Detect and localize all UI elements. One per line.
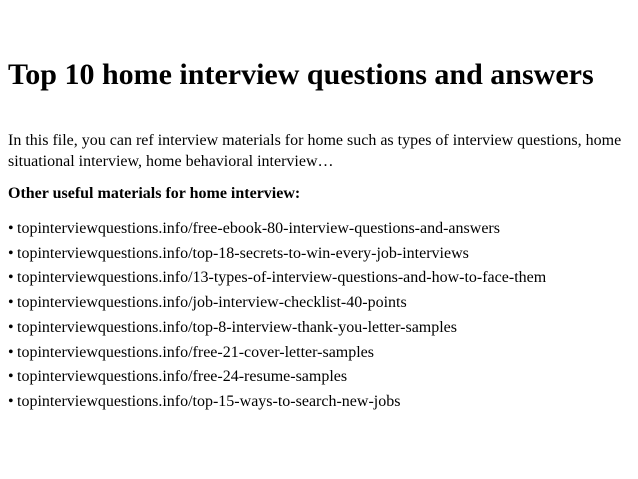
intro-paragraph: In this file, you can ref interview materials for home such as types of interview questions, home situational interview, home behavioral interview… — [8, 132, 622, 170]
list-item[interactable] — [8, 217, 546, 242]
resource-link[interactable]: topinterviewquestions.info/top-15-ways-to-search-new-jobs — [17, 392, 401, 410]
resource-link[interactable]: topinterviewquestions.info/free-ebook-80-interview-questions-and-answers — [17, 220, 500, 237]
list-item[interactable] — [8, 266, 546, 291]
bullet-icon: • — [8, 343, 14, 361]
list-item[interactable] — [8, 341, 546, 366]
resource-link[interactable]: topinterviewquestions.info/free-21-cover-letter-samples — [17, 343, 375, 361]
list-item[interactable] — [8, 316, 546, 341]
bullet-icon: • — [8, 220, 14, 237]
section-heading: Other useful materials for home interview: — [8, 185, 301, 202]
bullet-icon: • — [8, 244, 14, 262]
bullet-icon: • — [8, 368, 14, 386]
resource-link[interactable]: topinterviewquestions.info/job-interview-checklist-40-points — [17, 294, 407, 312]
list-item[interactable] — [8, 242, 546, 267]
resource-link-list — [8, 217, 546, 415]
page-title: Top 10 home interview questions and answers — [8, 58, 594, 91]
resource-link[interactable]: topinterviewquestions.info/top-8-interview-thank-you-letter-samples — [17, 318, 458, 336]
list-item[interactable] — [8, 291, 546, 316]
resource-link[interactable]: topinterviewquestions.info/free-24-resume-samples — [17, 368, 348, 386]
bullet-icon: • — [8, 294, 14, 312]
list-item[interactable] — [8, 365, 546, 390]
resource-link[interactable]: topinterviewquestions.info/13-types-of-interview-questions-and-how-to-face-them — [17, 269, 547, 287]
bullet-icon: • — [8, 392, 14, 410]
bullet-icon: • — [8, 318, 14, 336]
list-item[interactable] — [8, 390, 546, 415]
bullet-icon: • — [8, 269, 14, 287]
resource-link[interactable]: topinterviewquestions.info/top-18-secrets-to-win-every-job-interviews — [17, 244, 469, 262]
